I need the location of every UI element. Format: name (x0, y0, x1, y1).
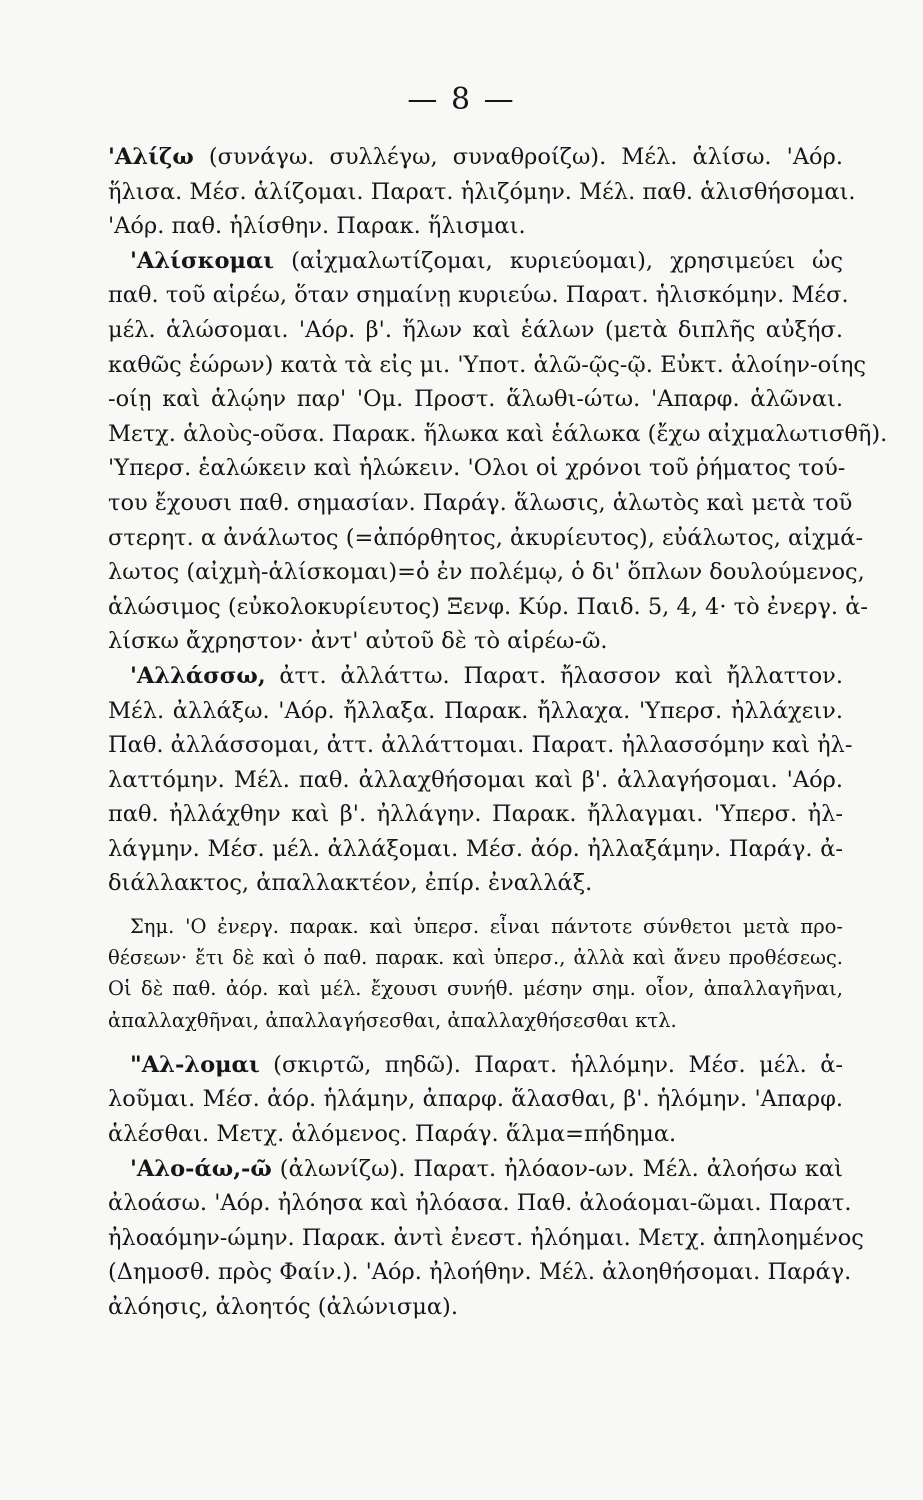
note-line: θέσεων· ἔτι δὲ καὶ ὁ παθ. παρακ. καὶ ὑπερσ., ἀλλὰ καὶ ἄνευ προθέσεως. (108, 946, 843, 970)
entry-headword: 'Αλίζω (108, 144, 194, 170)
entry-line: παθ. ἠλλάχθην καὶ β'. ἠλλάγην. Παρακ. ἤλλαγμαι. 'Υπερσ. ἠλ- (108, 801, 843, 828)
entry-line: 'Αλίζω (συνάγω. συλλέγω, συναθροίζω). Μέλ. ἁλίσω. 'Αόρ. (108, 144, 843, 170)
entry-line: στερητ. α ἀνάλωτος (=ἀπόρθητος, ἀκυρίευτος), εὐάλωτος, αἰχμά- (108, 524, 864, 551)
entry-line: "Αλ-λομαι (σκιρτῶ, πηδῶ). Παρατ. ἡλλόμην. Μέσ. μέλ. ἁ- (130, 1051, 843, 1078)
entry-line: Παθ. ἀλλάσσομαι, ἀττ. ἀλλάττομαι. Παρατ. ἠλλασσόμην καὶ ἠλ- (108, 732, 853, 759)
entry-line: 'Αλίσκομαι (αἰχμαλωτίζομαι, κυριεύομαι), χρησιμεύει ὡς (130, 247, 843, 274)
entry-line: λαττόμην. Μέλ. παθ. ἀλλαχθήσομαι καὶ β'. ἀλλαγήσομαι. 'Αόρ. (108, 766, 843, 793)
entry-line: ἀλοάσω. 'Αόρ. ἠλόησα καὶ ἠλόασα. Παθ. ἀλοάομαι-ῶμαι. Παρατ. (108, 1190, 852, 1217)
entry-line: (Δημοσθ. πρὸς Φαίν.). 'Αόρ. ἠλοήθην. Μέλ. ἀλοηθήσομαι. Παράγ. (108, 1259, 852, 1286)
entry-line: 'Υπερσ. ἑαλώκειν καὶ ἡλώκειν. 'Ολοι οἱ χρόνοι τοῦ ῥήματος τού- (108, 455, 846, 482)
entry-line: 'Αλο-άω,-ῶ (ἀλωνίζω). Παρατ. ἠλόαον-ων. Μέλ. ἀλοήσω καὶ (130, 1155, 843, 1182)
note-block (108, 911, 843, 1036)
entry-line: λάγμην. Μέσ. μέλ. ἀλλάξομαι. Μέσ. ἀόρ. ἠλλαξάμην. Παράγ. ἀ- (108, 835, 843, 862)
entry-line: του ἔχουσι παθ. σημασίαν. Παράγ. ἅλωσις, ἁλωτὸς καὶ μετὰ τοῦ (108, 489, 853, 516)
entry-headword: 'Αλίσκομαι (130, 247, 275, 274)
page-number: — 8 — (407, 82, 516, 117)
entry-line: παθ. τοῦ αἱρέω, ὅταν σημαίνῃ κυριεύω. Παρατ. ἡλισκόμην. Μέσ. (108, 282, 849, 309)
entry-line: μέλ. ἁλώσομαι. 'Αόρ. β'. ἥλων καὶ ἑάλων (μετὰ διπλῆς αὐξήσ. (108, 316, 843, 343)
entry-line: 'Αόρ. παθ. ἡλίσθην. Παρακ. ἥλισμαι. (108, 213, 526, 240)
entry-aliskomai (108, 244, 888, 659)
entry-line: λίσκω ἄχρηστον· ἀντ' αὐτοῦ δὲ τὸ αἱρέω-ῶ. (108, 628, 608, 655)
entry-line: διάλλακτος, ἀπαλλακτέον, ἐπίρ. ἐναλλάξ. (108, 870, 593, 897)
entry-headword: "Αλ-λομαι (130, 1051, 260, 1078)
note-line: Σημ. 'Ο ἐνεργ. παρακ. καὶ ὑπερσ. εἶναι πάντοτε σύνθετοι μετὰ προ- (130, 915, 843, 939)
note-line: ἀπαλλαχθῆναι, ἀπαλλαγήσεσθαι, ἀπαλλαχθήσεσθαι κτλ. (108, 1008, 677, 1032)
entry-line: -οίῃ καὶ ἁλῴην παρ' 'Ομ. Προστ. ἅλωθι-ώτω. 'Απαρφ. ἁλῶναι. (108, 386, 843, 413)
entry-line: ἁλέσθαι. Μετχ. ἁλόμενος. Παράγ. ἅλμα=πήδημα. (108, 1121, 677, 1147)
entry-line: λωτος (αἰχμὴ-ἁλίσκομαι)=ὁ ἐν πολέμῳ, ὁ δι' ὅπλων δουλούμενος, (108, 559, 865, 586)
entry-headword: 'Αλλάσσω, (130, 662, 266, 689)
entry-line: ἠλοαόμην-ώμην. Παρακ. ἀντὶ ἐνεστ. ἠλόημαι. Μετχ. ἀπηλοημένος (108, 1224, 864, 1251)
entry-line: καθῶς ἑώρων) κατὰ τὰ εἰς μι. 'Υποτ. ἁλῶ-ῷς-ῷ. Εὐκτ. ἁλοίην-οίης (108, 351, 867, 378)
entry-line: Μετχ. ἁλοὺς-οῦσα. Παρακ. ἥλωκα καὶ ἑάλωκα (ἔχω αἰχμαλωτισθῆ). (108, 420, 888, 447)
entry-line: λοῦμαι. Μέσ. ἀόρ. ἡλάμην, ἀπαρφ. ἅλασθαι, β'. ἡλόμην. 'Απαρφ. (108, 1086, 843, 1113)
entry-headword: 'Αλο-άω,-ῶ (130, 1155, 272, 1182)
entry-allasso (108, 659, 853, 901)
entry-alizo (108, 140, 856, 244)
entry-line: ἀλόησις, ἀλοητός (ἀλώνισμα). (108, 1293, 458, 1320)
entry-line: 'Αλλάσσω, ἀττ. ἀλλάττω. Παρατ. ἤλασσον καὶ ἤλλαττον. (130, 662, 843, 689)
page-text (108, 140, 888, 1325)
entry-line: ἁλώσιμος (εὐκολοκυρίευτος) Ξενφ. Κύρ. Παιδ. 5, 4, 4· τὸ ἐνεργ. ἁ- (108, 593, 869, 620)
entry-line: ἥλισα. Μέσ. ἁλίζομαι. Παρατ. ἡλιζόμην. Μέλ. παθ. ἁλισθήσομαι. (108, 178, 856, 205)
entry-line: Μέλ. ἀλλάξω. 'Αόρ. ἤλλαξα. Παρακ. ἤλλαχα. 'Υπερσ. ἠλλάχειν. (108, 697, 843, 724)
entry-aloao (108, 1152, 864, 1325)
entry-allomai (108, 1048, 843, 1152)
note-line: Οἱ δὲ παθ. ἀόρ. καὶ μέλ. ἔχουσι συνήθ. μέσην σημ. οἷον, ἀπαλλαγῆναι, (108, 977, 843, 1001)
